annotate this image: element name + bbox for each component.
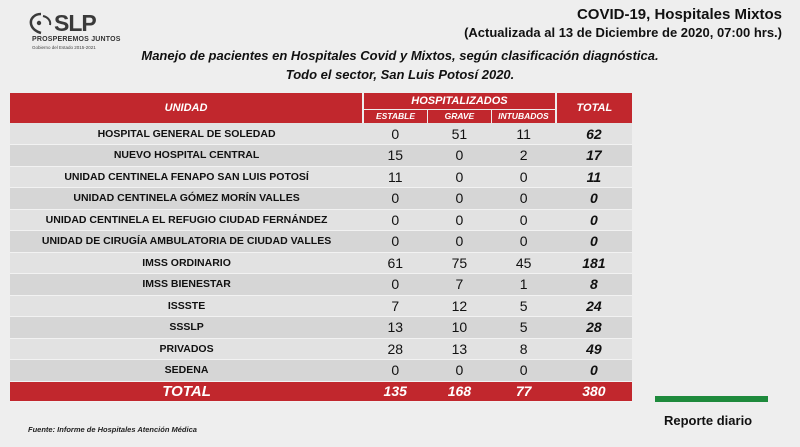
row-grave: 13: [427, 338, 491, 360]
row-grave: 0: [427, 360, 491, 382]
row-estable: 28: [363, 338, 427, 360]
table-header-row: [10, 93, 632, 109]
row-intubados: 45: [492, 252, 556, 274]
row-total: 181: [556, 252, 632, 274]
col-intubados: INTUBADOS: [492, 109, 556, 123]
logo-text: SLP: [54, 10, 96, 36]
table-row: [10, 145, 632, 167]
row-intubados: 8: [492, 338, 556, 360]
table-row: [10, 274, 632, 296]
row-total: 17: [556, 145, 632, 167]
col-total: TOTAL: [556, 93, 632, 123]
row-estable: 0: [363, 360, 427, 382]
totals-grave: 168: [427, 381, 491, 401]
row-grave: 12: [427, 295, 491, 317]
reporte-diario: Reporte diario: [664, 413, 753, 428]
row-grave: 0: [427, 145, 491, 167]
totals-label: TOTAL: [10, 381, 363, 401]
totals-intubados: 77: [492, 381, 556, 401]
row-name: UNIDAD CENTINELA FENAPO SAN LUIS POTOSÍ: [10, 166, 363, 188]
row-total: 0: [556, 231, 632, 253]
source-note: Fuente: Informe de Hospitales Atención Médica: [28, 425, 197, 434]
row-name: NUEVO HOSPITAL CENTRAL: [10, 145, 363, 167]
report-subtitle: [0, 46, 800, 84]
row-estable: 0: [363, 274, 427, 296]
row-estable: 15: [363, 145, 427, 167]
row-intubados: 0: [492, 188, 556, 210]
row-total: 28: [556, 317, 632, 339]
row-estable: 13: [363, 317, 427, 339]
col-estable: ESTABLE: [363, 109, 427, 123]
col-hospitalizados: HOSPITALIZADOS: [363, 93, 556, 109]
row-name: IMSS ORDINARIO: [10, 252, 363, 274]
report-updated: (Actualizada al 13 de Diciembre de 2020, 07:00 hrs.): [464, 25, 782, 40]
row-grave: 0: [427, 231, 491, 253]
table-row: [10, 209, 632, 231]
totals-estable: 135: [363, 381, 427, 401]
row-total: 8: [556, 274, 632, 296]
subtitle-line-1: Manejo de pacientes en Hospitales Covid y Mixtos, según clasificación diagnóstica.: [141, 48, 659, 63]
table-row: [10, 295, 632, 317]
totals-row: [10, 381, 632, 401]
table-row: [10, 123, 632, 145]
row-estable: 7: [363, 295, 427, 317]
table-row: [10, 317, 632, 339]
row-intubados: 0: [492, 166, 556, 188]
row-name: SEDENA: [10, 360, 363, 382]
row-name: PRIVADOS: [10, 338, 363, 360]
row-grave: 7: [427, 274, 491, 296]
row-intubados: 2: [492, 145, 556, 167]
hospital-table: [10, 93, 632, 402]
row-total: 24: [556, 295, 632, 317]
row-intubados: 11: [492, 123, 556, 145]
row-grave: 0: [427, 166, 491, 188]
col-grave: GRAVE: [427, 109, 491, 123]
row-name: ISSSTE: [10, 295, 363, 317]
row-estable: 0: [363, 188, 427, 210]
row-grave: 0: [427, 188, 491, 210]
row-grave: 10: [427, 317, 491, 339]
row-estable: 61: [363, 252, 427, 274]
logo-tagline: PROSPEREMOS JUNTOS: [32, 36, 121, 43]
row-intubados: 5: [492, 317, 556, 339]
row-total: 62: [556, 123, 632, 145]
row-total: 0: [556, 360, 632, 382]
logo-gov: Gobierno del Estado 2015-2021: [32, 45, 96, 50]
row-intubados: 0: [492, 360, 556, 382]
table-row: [10, 231, 632, 253]
row-total: 11: [556, 166, 632, 188]
row-intubados: 1: [492, 274, 556, 296]
row-estable: 0: [363, 123, 427, 145]
totals-total: 380: [556, 381, 632, 401]
row-name: SSSLP: [10, 317, 363, 339]
report-title: COVID-19, Hospitales Mixtos: [576, 6, 782, 23]
accent-bar: [655, 396, 768, 402]
row-name: HOSPITAL GENERAL DE SOLEDAD: [10, 123, 363, 145]
row-estable: 0: [363, 209, 427, 231]
row-intubados: 0: [492, 231, 556, 253]
table-row: [10, 166, 632, 188]
row-name: IMSS BIENESTAR: [10, 274, 363, 296]
row-grave: 51: [427, 123, 491, 145]
row-total: 0: [556, 209, 632, 231]
table-row: [10, 360, 632, 382]
table-row: [10, 338, 632, 360]
table-row: [10, 252, 632, 274]
row-grave: 0: [427, 209, 491, 231]
subtitle-line-2: Todo el sector, San Luis Potosí 2020.: [285, 67, 515, 82]
row-estable: 11: [363, 166, 427, 188]
table-row: [10, 188, 632, 210]
row-intubados: 5: [492, 295, 556, 317]
row-name: UNIDAD CENTINELA GÓMEZ MORÍN VALLES: [10, 188, 363, 210]
report-header: [464, 6, 782, 41]
row-estable: 0: [363, 231, 427, 253]
col-unidad: UNIDAD: [10, 93, 363, 123]
row-intubados: 0: [492, 209, 556, 231]
row-name: UNIDAD DE CIRUGÍA AMBULATORIA DE CIUDAD VALLES: [10, 231, 363, 253]
row-name: UNIDAD CENTINELA EL REFUGIO CIUDAD FERNÁNDEZ: [10, 209, 363, 231]
slp-logo-mark-icon: [28, 12, 54, 36]
row-total: 0: [556, 188, 632, 210]
row-grave: 75: [427, 252, 491, 274]
row-total: 49: [556, 338, 632, 360]
